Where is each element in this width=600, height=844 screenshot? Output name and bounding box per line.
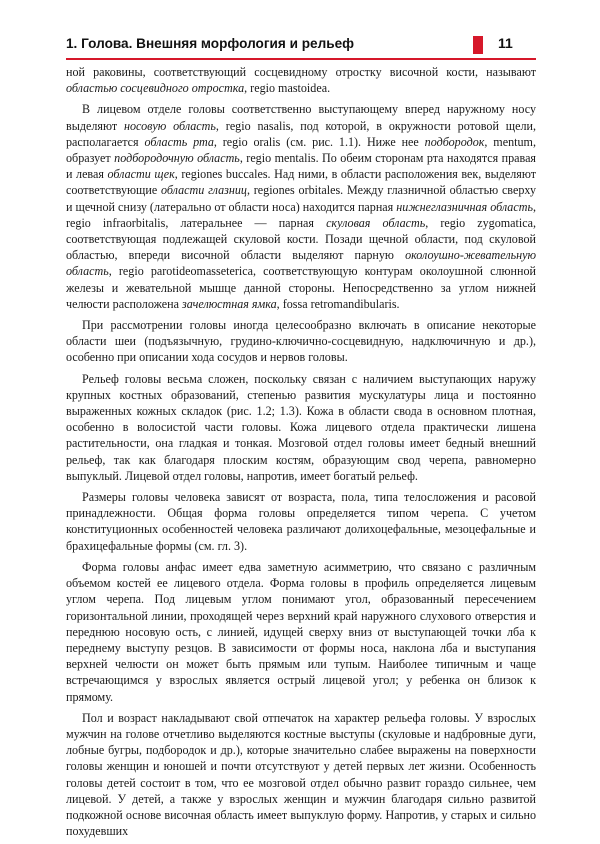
italic-term: подбородочную область [114, 151, 240, 166]
italic-term: нижнеглазничная область [396, 199, 533, 214]
paragraph [66, 710, 536, 840]
text-run: , regiones buccales. Над ними, в области расположения век, выделяют соответствующие [66, 167, 537, 198]
text-run: , regio zygomatica, соответствующая подлежащей скуловой кости. Позади щечной области, под скуловой областью, впереди височной области выделяют парную [66, 215, 537, 263]
italic-term: области глазниц [161, 183, 247, 198]
text-run: , mentum, образует [66, 134, 536, 166]
page-number: 11 [498, 35, 513, 51]
running-header [66, 36, 536, 58]
italic-term: подбородок [424, 134, 485, 149]
paragraph [66, 317, 536, 366]
chapter-title: 1. Голова. Внешняя морфология и рельеф [66, 36, 355, 51]
text-run: , regiones orbitales. Между глазничной областью сверху и щечной снизу (латерально от области носа) находится парная [66, 183, 536, 214]
text-run: , regio oralis (см. рис. 1.1). Ниже нее [213, 134, 425, 149]
text-run: , regio parotideomasseterica, соответствующую контурам околоушной слюнной железы и жевательной мышце данной стороны. Непосредственно за углом нижней челюсти расположена [66, 264, 536, 311]
text-run: Пол и возраст накладывают свой отпечаток на характер рельефа головы. У взрослых мужчин на голове отчетливо выделяются костные выступы (скуловые и надбровные дуги, лобные бугры, подбородок и др.), которые значительно слабее выражены на поверхности головы женщин и юношей и почти отсутствуют у детей первых лет жизни. Особенность головы детей состоит в том, что ее мозговой отдел обычно развит гораздо сильнее, чем лицевой. У детей, а также у взрослых женщин и мужчин благодаря сильно развитой подкожной основе височная область имеет выпуклую форму. Напротив, у старых и сильно похудевших [66, 710, 536, 839]
italic-term: зачелюстная ямка [182, 296, 277, 311]
italic-term: носовую область [123, 118, 216, 133]
paragraph [66, 489, 536, 554]
italic-term: околоушно-жевательную область [66, 248, 536, 279]
paragraph [66, 371, 536, 484]
text-run: , regio mentalis. По обеим сторонам рта находятся правая и левая [66, 151, 536, 182]
text-run: ной раковины, соответствующий сосцевидному отростку височной кости, называют [66, 65, 536, 79]
text-run: В лицевом отделе головы соответственно выступающему вперед наружному носу выделяют [66, 102, 536, 133]
text-run: При рассмотрении головы иногда целесообразно включать в описание некоторые области шеи (подъязычную, грудино-ключично-сосцевидную, надключичную и др.), особенно при описании хода сосудов и нервов головы. [66, 318, 536, 365]
text-run: , regio mastoidea. [244, 81, 331, 96]
text-run: , regio nasalis, под которой, в окружности ротовой щели, располагается [66, 118, 537, 149]
paragraph [66, 64, 536, 96]
text-run: Размеры головы человека зависят от возраста, пола, типа телосложения и расовой принадлежности. Общая форма головы определяется типом черепа. С учетом конституционных особенностей человека различают долихоцефальные, мезоцефальные и брахицефальные формы (см. гл. 3). [66, 490, 536, 553]
italic-term: скуловая область [326, 215, 426, 230]
text-run: , regio infraorbitalis, латеральнее — парная [66, 199, 536, 230]
paragraph [66, 101, 536, 312]
italic-term: области щек [107, 167, 175, 182]
text-run: Рельеф головы весьма сложен, поскольку связан с наличием выступающих наружу крупных костных образований, степенью развития мускулатуры лица и постоянно выраженных кожных складок (рис. 1.2; 1.3). Кожа в области свода в основном плотная, особенно в волосистой части головы. Кожа лицевого отдела практически лишена растительности, она гладкая и тонкая. Мозговой отдел головы имеет бедный внешний рельеф, так как благодаря плоским костям, образующим свод черепа, равномерно выпуклый. Лицевой отдел головы, напротив, имеет богатый рельеф. [66, 371, 536, 483]
header-rule [66, 58, 536, 60]
text-run: Форма головы анфас имеет едва заметную асимметрию, что связано с различным объемом костей ее лицевого отдела. Форма головы в профиль определяется лицевым углом черепа. Под лицевым углом понимают угол, образованный пересечением горизонтальной линии, проходящей через верхний край наружного слухового отверстия и переднюю носовую ость, с линией, идущей сверху вниз от выступающей точки лба к переднему выступу резцов. В зависимости от формы носа, наклона лба и выступания верхней челюсти он может быть прямым или тупым. Наиболее типичным и чаще встречающимся у взрослых является острый лицевой угол; у ребенка он близок к прямому. [66, 559, 536, 704]
italic-term: областью сосцевидного отростка [66, 81, 245, 96]
body-text [66, 64, 536, 844]
italic-term: область рта [144, 134, 214, 149]
text-run: , fossa retromandibularis. [276, 296, 400, 311]
header-accent-marker [473, 36, 483, 54]
paragraph [66, 559, 536, 705]
